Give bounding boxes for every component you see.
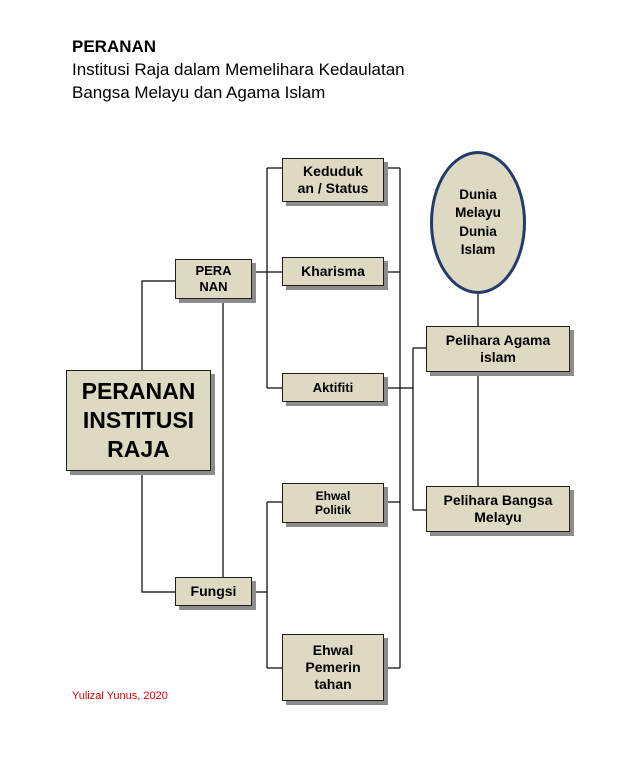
author-credit: Yulizal Yunus, 2020 <box>72 690 168 702</box>
node-ehwal-pemerintahan-line2: Pemerin <box>305 659 361 676</box>
node-ehwal-politik-line1: Ehwal <box>315 488 351 503</box>
node-dunia-melayu-dunia-islam <box>430 151 526 294</box>
node-kedudukan-line2: an / Status <box>297 180 369 196</box>
node-kharisma <box>282 257 384 286</box>
node-kedudukan-line1: Keduduk <box>303 163 363 180</box>
page-subtitle-line2: Bangsa Melayu dan Agama Islam <box>72 83 326 102</box>
node-fungsi-label: Fungsi <box>190 583 237 600</box>
node-ehwal-pemerintahan <box>282 634 384 701</box>
node-ehwal-pemerintahan-line1: Ehwal <box>312 642 354 659</box>
page-title: PERANAN <box>72 37 157 56</box>
connector-main-peranan <box>142 281 175 370</box>
node-dunia-line3: Dunia <box>459 223 497 239</box>
node-peranan-institusi-raja <box>66 370 211 471</box>
node-agama-line2: islam <box>480 349 516 365</box>
node-ehwal-politik-line2: Politik <box>314 503 351 517</box>
node-bangsa-line2: Melayu <box>474 509 522 525</box>
node-main-line3: RAJA <box>107 435 170 462</box>
node-fungsi <box>175 577 252 606</box>
node-ehwal-pemerintahan-line3: tahan <box>314 675 352 692</box>
node-agama-line1: Pelihara Agama <box>445 332 551 349</box>
page-subtitle-line1: Institusi Raja dalam Memelihara Kedaulatan <box>72 60 405 79</box>
node-peranan <box>175 259 252 299</box>
node-main-line1: PERANAN <box>81 378 196 405</box>
node-pelihara-bangsa-melayu <box>426 486 570 532</box>
node-dunia-line1: Dunia <box>459 187 497 203</box>
node-peranan-line2: NAN <box>199 279 228 294</box>
node-aktifiti-label: Aktifiti <box>312 379 354 395</box>
node-bangsa-line1: Pelihara Bangsa <box>443 492 553 509</box>
node-ehwal-politik <box>282 483 384 523</box>
node-kharisma-label: Kharisma <box>301 263 365 280</box>
node-pelihara-agama-islam <box>426 326 570 372</box>
node-dunia-line2: Melayu <box>455 205 501 221</box>
node-main-line2: INSTITUSI <box>82 407 195 434</box>
node-dunia-line4: Islam <box>460 241 496 257</box>
node-aktifiti <box>282 373 384 402</box>
node-peranan-line1: PERA <box>195 263 232 279</box>
node-kedudukan-status <box>282 158 384 202</box>
connector-main-fungsi <box>142 471 175 592</box>
